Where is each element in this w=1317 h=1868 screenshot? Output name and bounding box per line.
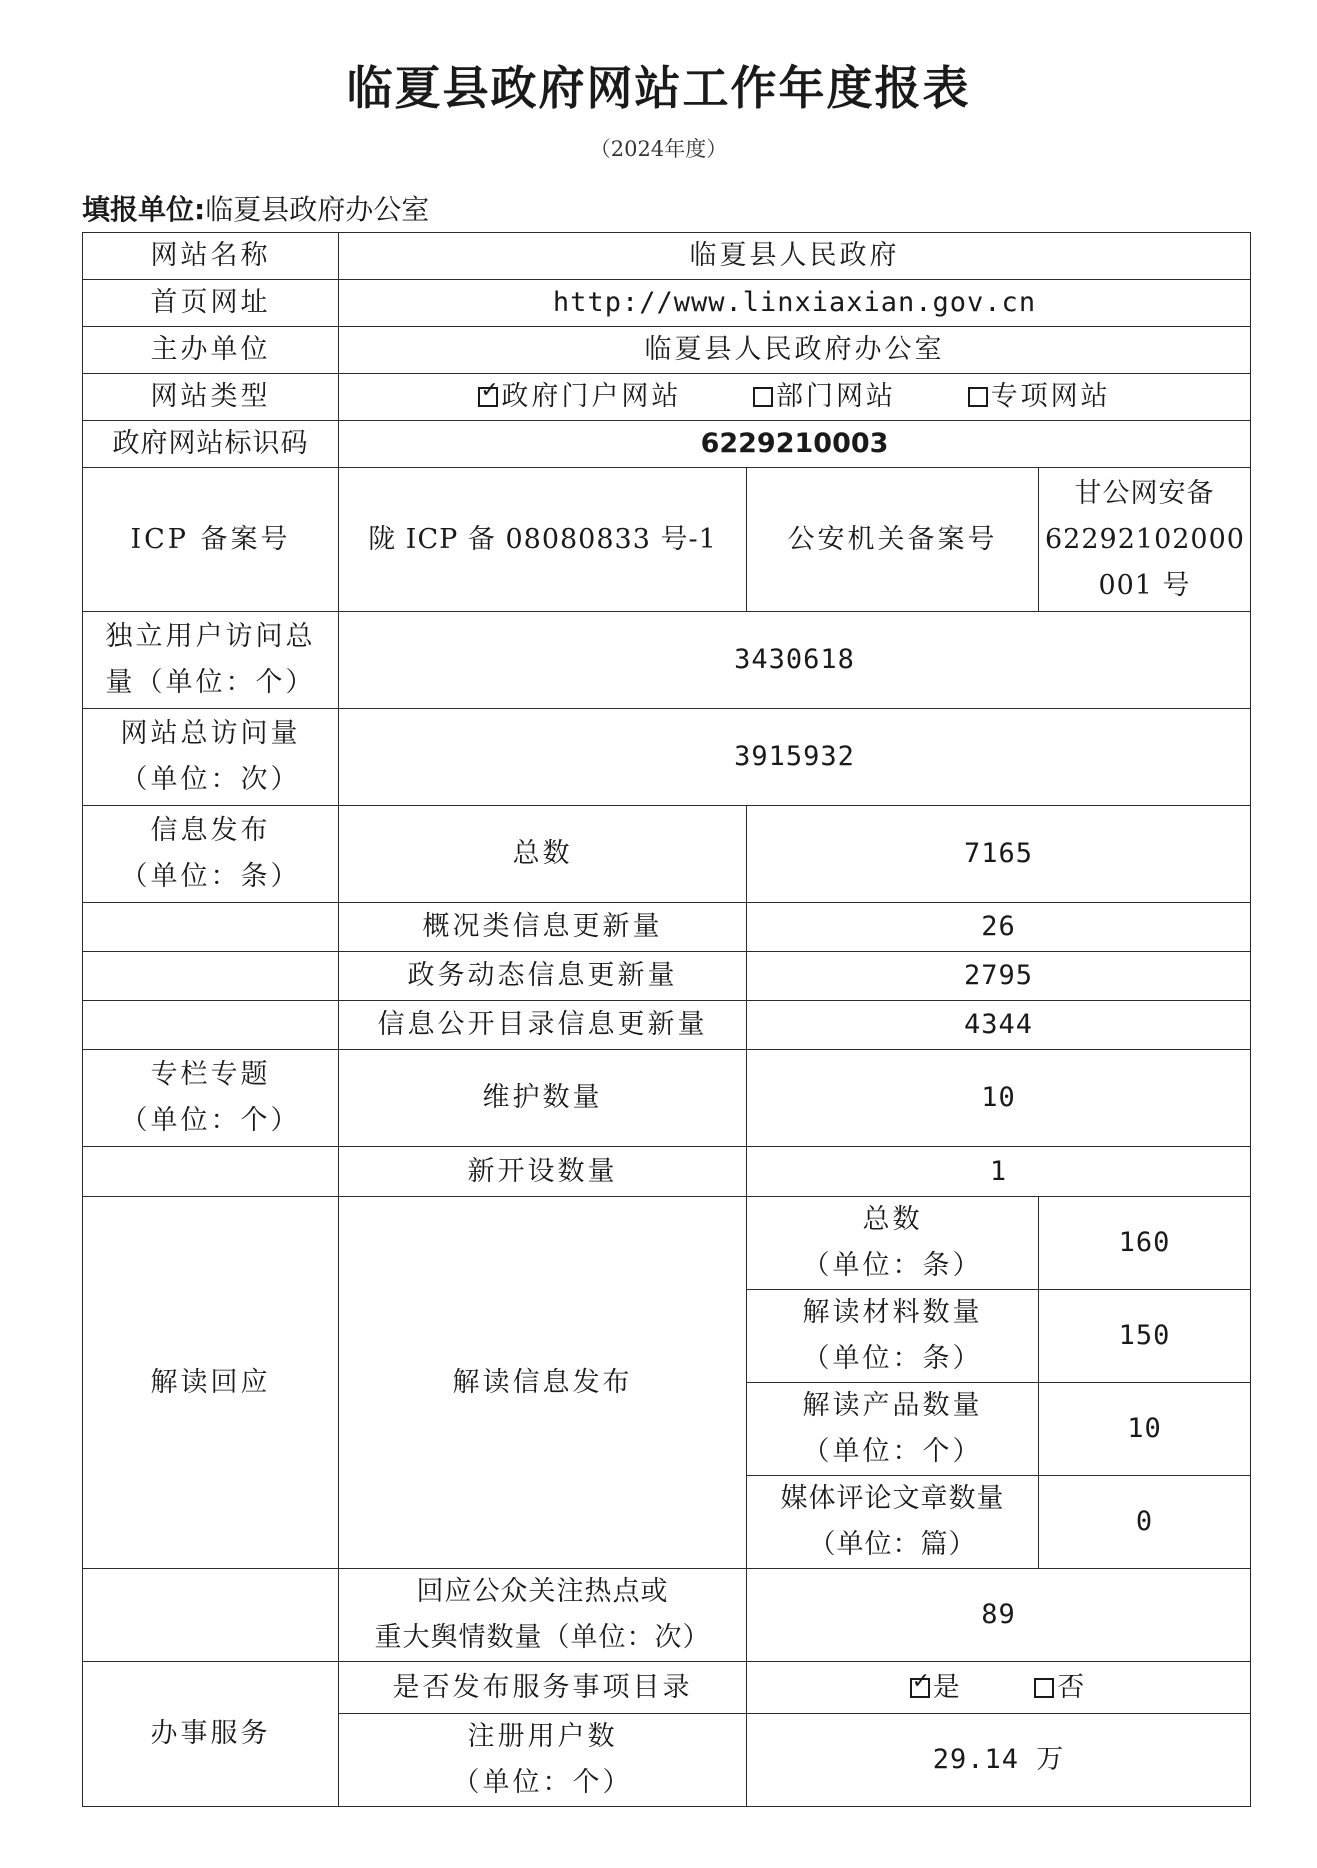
site-code-label: 政府网站标识码	[83, 421, 339, 468]
row-info-total	[83, 806, 1251, 903]
interpret-publish-label: 解读信息发布	[339, 1197, 747, 1569]
catalog-update-label: 信息公开目录信息更新量	[339, 1001, 747, 1050]
row-info-overview	[83, 903, 1251, 952]
interpret-total-value: 160	[1039, 1197, 1251, 1290]
empty-cell	[83, 1569, 339, 1662]
site-name-label: 网站名称	[83, 233, 339, 280]
filling-unit	[82, 188, 429, 228]
option-yes: ✓ 是	[911, 1668, 963, 1703]
empty-cell	[83, 1147, 339, 1197]
columns-maintain-value: 10	[747, 1050, 1251, 1147]
overview-update-label: 概况类信息更新量	[339, 903, 747, 952]
empty-cell	[83, 1001, 339, 1050]
interpret-product-value: 10	[1039, 1383, 1251, 1476]
site-type-label: 网站类型	[83, 374, 339, 421]
service-label: 办事服务	[83, 1662, 339, 1807]
info-total-label: 总数	[339, 806, 747, 903]
row-info-catalog	[83, 1001, 1251, 1050]
row-total-visits	[83, 709, 1251, 806]
row-interpret-total	[83, 1197, 1251, 1290]
row-site-type	[83, 374, 1251, 421]
report-title: 临夏县政府网站工作年度报表	[346, 61, 971, 115]
unique-visitors-label: 独立用户访问总 量（单位：个）	[83, 612, 339, 709]
icp-value: 陇 ICP 备 08080833 号-1	[339, 468, 747, 612]
response-label: 回应公众关注热点或 重大舆情数量（单位：次）	[339, 1569, 747, 1662]
info-publish-label: 信息发布 （单位：条）	[83, 806, 339, 903]
interpret-total-label: 总数 （单位：条）	[747, 1197, 1039, 1290]
row-service-catalog	[83, 1662, 1251, 1714]
report-table	[82, 232, 1251, 1807]
row-columns-new	[83, 1147, 1251, 1197]
sponsor-value: 临夏县人民政府办公室	[339, 327, 1251, 374]
service-catalog-options	[747, 1662, 1251, 1714]
row-site-code	[83, 421, 1251, 468]
checkbox-special-icon	[968, 387, 988, 407]
affairs-update-value: 2795	[747, 952, 1251, 1001]
site-name-value: 临夏县人民政府	[339, 233, 1251, 280]
site-type-options	[339, 374, 1251, 421]
service-catalog-label: 是否发布服务事项目录	[339, 1662, 747, 1714]
info-total-value: 7165	[747, 806, 1251, 903]
columns-label: 专栏专题 （单位：个）	[83, 1050, 339, 1147]
report-year: （2024年度）	[589, 137, 728, 161]
affairs-update-label: 政务动态信息更新量	[339, 952, 747, 1001]
checkbox-department-icon	[753, 387, 773, 407]
total-visits-value: 3915932	[339, 709, 1251, 806]
filling-unit-value: 临夏县政府办公室	[205, 193, 430, 226]
row-site-name	[83, 233, 1251, 280]
home-url-label: 首页网址	[83, 280, 339, 327]
interpret-material-value: 150	[1039, 1290, 1251, 1383]
row-sponsor	[83, 327, 1251, 374]
row-response	[83, 1569, 1251, 1662]
response-value: 89	[747, 1569, 1251, 1662]
unique-visitors-value: 3430618	[339, 612, 1251, 709]
interpret-label: 解读回应	[83, 1197, 339, 1569]
total-visits-label: 网站总访问量 （单位：次）	[83, 709, 339, 806]
police-label: 公安机关备案号	[747, 468, 1039, 612]
overview-update-value: 26	[747, 903, 1251, 952]
option-portal: ✓ 政府门户网站	[480, 378, 682, 412]
interpret-material-label: 解读材料数量 （单位：条）	[747, 1290, 1039, 1383]
police-value: 甘公网安备 62292102000 001 号	[1039, 468, 1251, 612]
option-no: 否	[1034, 1665, 1087, 1711]
option-special: 专项网站	[968, 374, 1111, 420]
interpret-product-label: 解读产品数量 （单位：个）	[747, 1383, 1039, 1476]
interpret-media-value: 0	[1039, 1476, 1251, 1569]
service-users-label: 注册用户数 （单位：个）	[339, 1714, 747, 1807]
columns-new-value: 1	[747, 1147, 1251, 1197]
empty-cell	[83, 903, 339, 952]
home-url-value: http://www.linxiaxian.gov.cn	[339, 280, 1251, 327]
empty-cell	[83, 952, 339, 1001]
site-code-value: 6229210003	[339, 421, 1251, 468]
row-icp	[83, 468, 1251, 612]
service-users-value: 29.14 万	[747, 1714, 1251, 1807]
filling-unit-label: 填报单位:	[82, 193, 206, 226]
checkbox-portal-icon: ✓	[478, 387, 498, 407]
row-unique-visitors	[83, 612, 1251, 709]
columns-maintain-label: 维护数量	[339, 1050, 747, 1147]
option-department: 部门网站	[753, 374, 896, 420]
row-columns-maintain	[83, 1050, 1251, 1147]
checkbox-no-icon	[1034, 1678, 1054, 1698]
icp-label: ICP 备案号	[83, 468, 339, 612]
interpret-media-label: 媒体评论文章数量 （单位：篇）	[747, 1476, 1039, 1569]
sponsor-label: 主办单位	[83, 327, 339, 374]
row-home-url	[83, 280, 1251, 327]
catalog-update-value: 4344	[747, 1001, 1251, 1050]
row-info-affairs	[83, 952, 1251, 1001]
checkbox-yes-icon: ✓	[910, 1678, 930, 1698]
columns-new-label: 新开设数量	[339, 1147, 747, 1197]
